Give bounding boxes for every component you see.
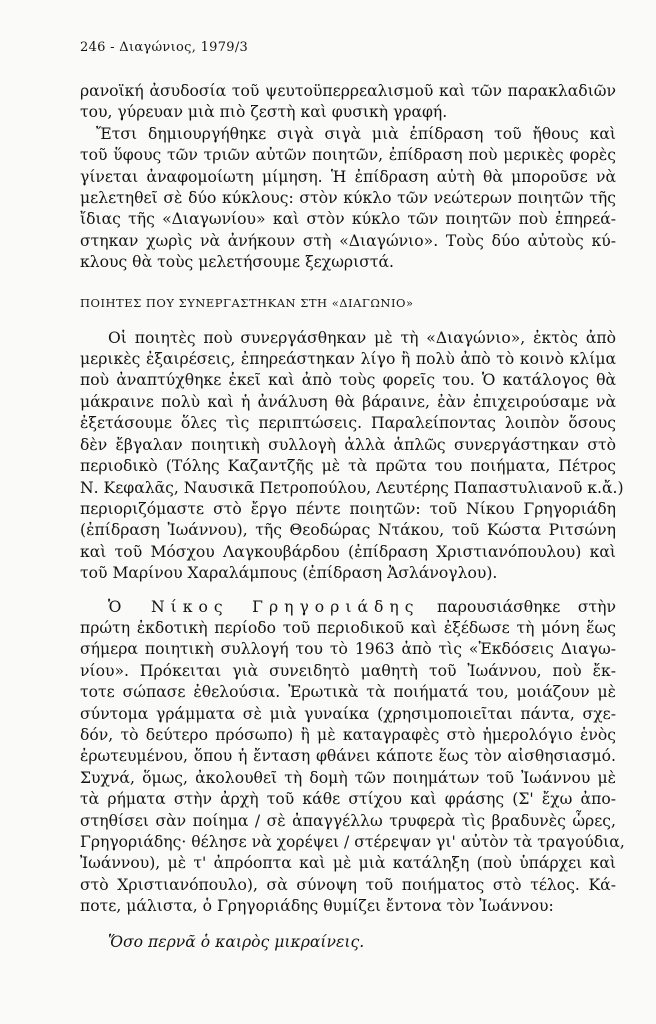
text-line: στηθίσει σὰν ποίημα / σὲ ἀπαγγέλλω τρυφερὰ τὶς βραδυνὲς ὧρες, [80,811,616,830]
text-line: Ἰωάννου), μὲ τ' ἀπρόοπτα καὶ μὲ μιὰ κατάληξη (ποὺ ὑπάρχει καὶ [80,854,616,873]
text-line: κλους θὰ τοὺς μελετήσουμε ξεχωριστά. [80,253,394,272]
text-line: γίνεται ἀναφομοίωτη μίμηση. Ἡ ἐπίδραση αὐτὴ θὰ μποροῦσε νὰ [80,167,616,186]
page [80,40,625,953]
text-line: Ἔτσι δημιουργήθηκε σιγὰ σιγὰ μιὰ ἐπίδραση τοῦ ἤθους καὶ [96,124,616,143]
text-line [80,597,616,618]
text-line: περιοριζόμαστε στὸ ἔργο πέντε ποιητῶν: τοῦ Νίκου Γρηγοριάδη [80,499,616,518]
text-line: Συχνά, ὅμως, ἀκολουθεῖ τὴ δομὴ τῶν ποιημάτων τοῦ Ἰωάννου μὲ [80,768,616,787]
text-line: (ἐπίδραση Ἰωάννου), τῆς Θεοδώρας Ντάκου, τοῦ Κώστα Ριτσώνη [80,521,616,540]
text-line: τοτε σώπασε ἐθελούσια. Ἐρωτικὰ τὰ ποιήματά του, μοιάζουν μὲ [80,683,616,702]
text-line: στηκαν χωρὶς νὰ ἀνήκουν στὴ «Διαγώνιο». Τοὺς δύο αὐτοὺς κύ- [80,231,616,250]
text-line: Ν. Κεφαλᾶς, Ναυσικᾶ Πετροπούλου, Λευτέρης Παπαστυλιανοῦ κ.ἄ.) [80,478,624,497]
text-line: δόν, τὸ δεύτερο πρόσωπο) ἢ μὲ καταγραφὲς στὸ ἡμερολόγιο ἑνὸς [80,725,616,744]
text-line: ποὺ ἀναπτύχθηκε ἐκεῖ καὶ ἀπὸ τοὺς φορεῖς του. Ὁ κατάλογος θὰ [80,371,616,390]
text-line: τὰ ρήματα στὴν ἀρχὴ τοῦ κάθε στίχου καὶ φράσης (Σ' ἔχω ἀπο- [80,790,616,809]
running-head: 246 - Διαγώνιος, 1979/3 [80,40,249,55]
text-line: Γρηγοριάδης· θέλησε νὰ χορέψει / στέρεψαν γι' αὐτὸν τὰ τραγούδια, [80,833,625,851]
text-line: ἴδιας τῆς «Διαγωνίου» καὶ στὸν κύκλο τῶν ποιητῶν ποὺ ἐπηρεά- [80,210,616,229]
text-line: μελετηθεῖ σὲ δύο κύκλους: στὸν κύκλο τῶν νεώτερων ποιητῶν τῆς [80,189,616,208]
text-line: ἐξετάσουμε ὅλες τὶς περιπτώσεις. Παραλείποντας λοιπὸν ὅσους [80,414,616,433]
section-heading: ΠΟΙΗΤΕΣ ΠΟΥ ΣΥΝΕΡΓΑΣΤΗΚΑΝ ΣΤΗ «ΔΙΑΓΩΝΙΟ» [80,295,414,310]
text-line: ἐρωτευμένου, ὅπου ἡ ἔνταση φθάνει κάποτε ἕως τὸν αἰσθησιασμό. [80,747,616,766]
text-line: καὶ τοῦ Μόσχου Λαγκουβάρδου (ἐπίδραση Χριστιανόπουλου) καὶ [80,542,616,561]
poet-name: Ὁ Νίκος Γρηγοριάδης [108,597,420,616]
text-line: μερικὲς ἐξαιρέσεις, ἐπηρεάστηκαν λίγο ἢ πολὺ ἀπὸ τὸ κοινὸ κλίμα [80,350,616,369]
paragraph-2 [80,124,616,274]
text-line: σήμερα ποιητικὴ συλλογή του τὸ 1963 ἀπὸ τὶς «Ἐκδόσεις Διαγω- [80,640,616,659]
text-line: Οἱ ποιητὲς ποὺ συνεργάσθηκαν μὲ τὴ «Διαγώνιο», ἐκτὸς ἀπὸ [108,328,616,347]
text-line: μάκραινε πολὺ καὶ ἡ ἀνάλυση θὰ βάραινε, ἐὰν ἐπιχειρούσαμε νὰ [80,392,616,411]
text-line: σύντομα γράμματα σὲ μιὰ γυναίκα (χρησιμοποιεῖται πάντα, σχε- [80,704,616,723]
text-line: του, γύρευαν μιὰ πιὸ ζεστὴ καὶ φυσικὴ γραφή. [80,103,448,122]
text-line: ποτε, μάλιστα, ὁ Γρηγοριάδης θυμίζει ἔντονα τὸν Ἰωάννου: [80,897,554,916]
text-line: δὲν ἔβγαλαν ποιητικὴ συλλογὴ ἀλλὰ ἁπλῶς συνεργάστηκαν στὸ [80,435,616,454]
text-line: νίου». Πρόκειται γιὰ συνειδητὸ μαθητὴ τοῦ Ἰωάννου, ποὺ ἔκ- [80,661,616,680]
paragraph-4 [80,597,625,918]
text-fragment: παρουσιάσθηκε στὴν [437,597,616,616]
paragraph-3 [80,328,624,585]
text-line: τοῦ Μαρίνου Χαραλάμπους (ἐπίδραση Ἀσλάνογλου). [80,564,498,583]
text-line: πρώτη ἐκδοτικὴ περίοδο τοῦ περιοδικοῦ καὶ ἐξέδωσε τὴ μόνη ἕως [80,618,616,637]
paragraph-1 [80,81,616,124]
text-line: ρανοϊκή ἀσυδοσία τοῦ ψευτοϋπερρεαλισμοῦ καὶ τῶν παρακλαδιῶν [80,82,616,100]
text-line: τοῦ ὕφους τῶν τριῶν αὐτῶν ποιητῶν, ἐπίδραση ποὺ μερικὲς φορὲς [80,146,616,165]
poem-quote: Ὅσο περνᾶ ὁ καιρὸς μικραίνεις. [108,932,365,951]
text-line: στὸ Χριστιανόπουλο), σὰ σύνοψη τοῦ ποιήματος στὸ τέλος. Κά- [80,875,616,894]
text-line: περιοδικὸ (Τόλης Καζαντζῆς μὲ τὰ πρῶτα του ποιήματα, Πέτρος [80,457,616,476]
